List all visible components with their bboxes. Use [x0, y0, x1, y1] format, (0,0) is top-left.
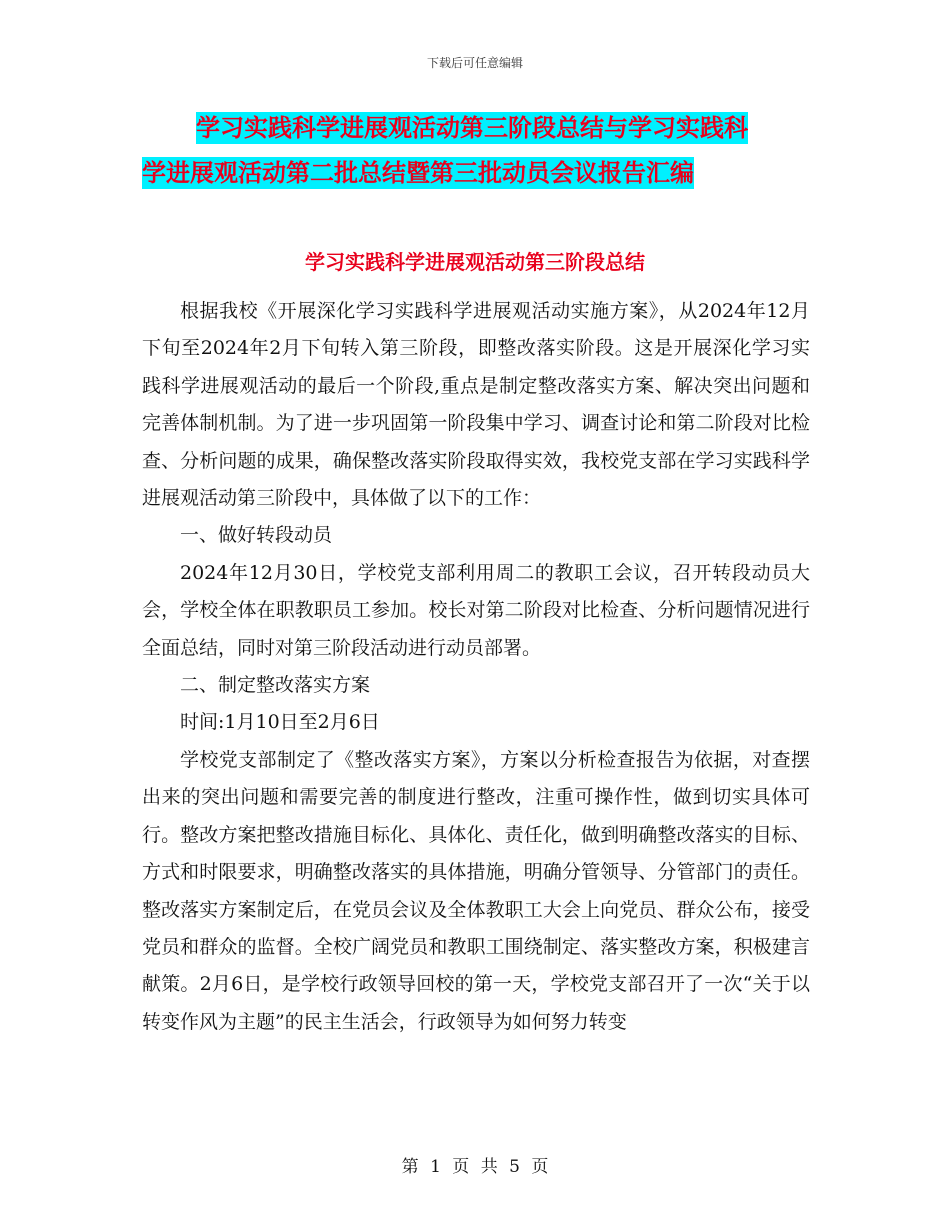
- paragraph-intro: 根据我校《开展深化学习实践科学进展观活动实施方案》，从2024年12月下旬至2024年2月下旬转入第三阶段，即整改落实阶段。这是开展深化学习实践科学进展观活动的最后一个阶段,重点是制定整改落实方案、解决突出问题和完善体制机制。为了进一步巩固第一阶段集中学习、调查讨论和第二阶段对比检查、分析问题的成果，确保整改落实阶段取得实效，我校党支部在学习实践科学进展观活动第三阶段中，具体做了以下的工作：: [142, 300, 810, 510]
- title-line-1: 学习实践科学进展观活动第三阶段总结与学习实践科: [196, 114, 748, 142]
- paragraph-mobilization: 2024年12月30日，学校党支部利用周二的教职工会议，召开转段动员大会，学校全体在职教职员工参加。校长对第二阶段对比检查、分析问题情况进行全面总结，同时对第三阶段活动进行动员部署。: [142, 561, 810, 659]
- heading-one: 一、做好转段动员: [180, 524, 333, 547]
- document-title: [142, 106, 812, 196]
- time-line: 时间:1月10日至2月6日: [180, 711, 380, 734]
- header-note: 下载后可任意编辑: [426, 56, 523, 70]
- document-body: [142, 293, 810, 1041]
- section-title: 学习实践科学进展观活动第三阶段总结: [305, 250, 645, 274]
- heading-two: 二、制定整改落实方案: [180, 674, 371, 697]
- title-line-2: 学进展观活动第二批总结暨第三批动员会议报告汇编: [142, 159, 694, 187]
- paragraph-plan: 学校党支部制定了《整改落实方案》，方案以分析检查报告为依据，对查摆出来的突出问题和需要完善的制度进行整改，注重可操作性，做到切实具体可行。整改方案把整改措施目标化、具体化、责任化，做到明确整改落实的目标、方式和时限要求，明确整改落实的具体措施，明确分管领导、分管部门的责任。整改落实方案制定后，在党员会议及全体教职工大会上向党员、群众公布，接受党员和群众的监督。全校广阔党员和教职工围绕制定、落实整改方案，积极建言献策。2月6日，是学校行政领导回校的第一天，学校党支部召开了一次“关于以转变作风为主题”的民主生活会，行政领导为如何努力转变: [142, 748, 810, 1033]
- page-number: 第 1 页 共 5 页: [401, 1157, 549, 1177]
